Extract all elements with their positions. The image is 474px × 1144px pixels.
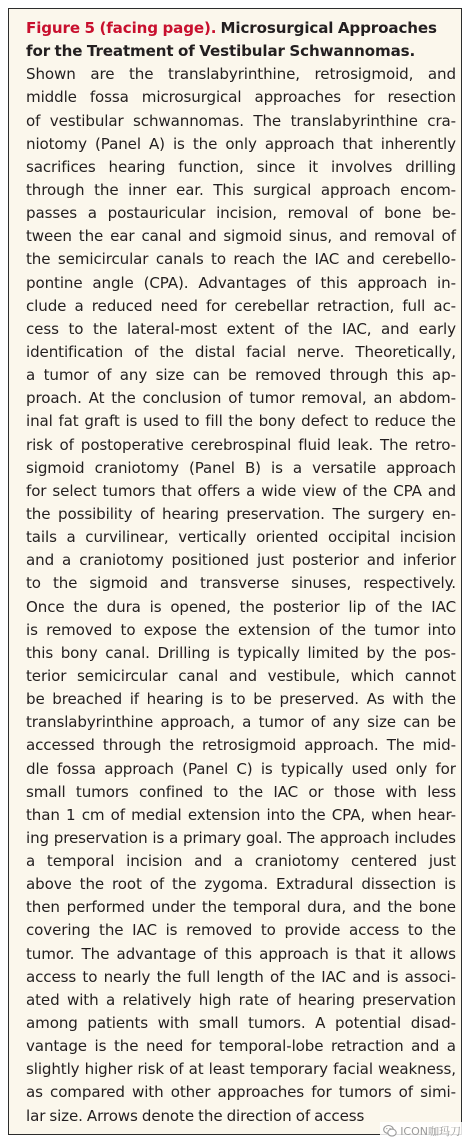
caption-line: ated with a relatively high rate of hearing preservation — [26, 990, 456, 1009]
caption-line: identification of the distal facial nerve. Theoretically, — [26, 342, 456, 361]
caption-text-block — [26, 17, 456, 1128]
figure-title-part-1: Microsurgical Approaches — [220, 19, 437, 37]
caption-line: tween the ear canal and sigmoid sinus, and removal of — [26, 227, 456, 246]
caption-line: is removed to expose the extension of the tumor into — [26, 620, 456, 639]
caption-line: above the root of the zygoma. Extradural dissection is — [26, 875, 456, 894]
caption-line: a tumor of any size can be removed through this ap- — [26, 366, 456, 385]
caption-line: ing preservation is a primary goal. The approach includes — [26, 828, 456, 847]
caption-line: middle fossa microsurgical approaches for resection — [26, 88, 456, 107]
caption-line: this bony canal. Drilling is typically limited by the pos- — [26, 643, 456, 662]
caption-line: lar size. Arrows denote the direction of access — [26, 1106, 365, 1125]
caption-line: of vestibular schwannomas. The translabyrinthine cra- — [26, 111, 456, 130]
caption-line: risk of postoperative cerebrospinal fluid leak. The retro- — [26, 435, 456, 454]
caption-title-line-2 — [26, 40, 456, 63]
caption-line: a temporal incision and a craniotomy centered just — [26, 852, 456, 871]
caption-line: small tumors confined to the IAC or those with less — [26, 782, 456, 801]
caption-line: for select tumors that offers a wide view of the CPA and — [26, 481, 456, 500]
caption-line: the semicircular canals to reach the IAC and cerebello- — [26, 250, 456, 269]
figure-label: Figure 5 (facing page). — [26, 19, 217, 37]
caption-panel — [8, 8, 462, 1135]
caption-line: Shown are the translabyrinthine, retrosigmoid, and — [26, 65, 456, 84]
caption-line: sacrifices hearing function, since it involves drilling — [26, 157, 456, 176]
watermark-text: ICON咖玛刀 — [400, 1125, 461, 1138]
caption-line: sigmoid craniotomy (Panel B) is a versatile approach — [26, 458, 456, 477]
wechat-icon — [383, 1124, 397, 1138]
caption-line: the possibility of hearing preservation. The surgery en- — [26, 504, 456, 523]
caption-line: slightly higher risk of at least temporary facial weakness, — [26, 1060, 456, 1079]
caption-line: to the sigmoid and transverse sinuses, respectively. — [26, 574, 456, 593]
caption-line: access to nearly the full length of the IAC and is associ- — [26, 967, 456, 986]
caption-body — [26, 63, 456, 1127]
caption-line: inal fat graft is used to fill the bony defect to reduce the — [26, 412, 456, 431]
caption-line: dle fossa approach (Panel C) is typically used only for — [26, 759, 456, 778]
caption-line: proach. At the conclusion of tumor removal, an abdom- — [26, 389, 456, 408]
caption-line: terior semicircular canal and vestibule, which cannot — [26, 666, 456, 685]
caption-line: passes a postauricular incision, removal of bone be- — [26, 204, 456, 223]
caption-title-line-1 — [26, 17, 456, 40]
caption-line: covering the IAC is removed to provide access to the — [26, 921, 456, 940]
caption-line: translabyrinthine approach, a tumor of any size can be — [26, 713, 456, 732]
caption-line: then performed under the temporal dura, and the bone — [26, 898, 456, 917]
caption-line: tails a curvilinear, vertically oriented occipital incision — [26, 528, 456, 547]
caption-line: cess to the lateral-most extent of the IAC, and early — [26, 319, 456, 338]
caption-line: pontine angle (CPA). Advantages of this approach in- — [26, 273, 456, 292]
caption-line: niotomy (Panel A) is the only approach that inherently — [26, 134, 456, 153]
caption-line: be breached if hearing is to be preserved. As with the — [26, 690, 456, 709]
caption-line: and a craniotomy positioned just posterior and inferior — [26, 551, 456, 570]
caption-line: Once the dura is opened, the posterior lip of the IAC — [26, 597, 456, 616]
caption-line: clude a reduced need for cerebellar retraction, full ac- — [26, 296, 456, 315]
caption-line: among patients with small tumors. A potential disad- — [26, 1014, 456, 1033]
caption-line: than 1 cm of medial extension into the CPA, when hear- — [26, 805, 456, 824]
caption-line: accessed through the retrosigmoid approach. The mid- — [26, 736, 456, 755]
caption-line: through the inner ear. This surgical approach encom- — [26, 180, 456, 199]
caption-line: vantage is the need for temporal-lobe retraction and a — [26, 1037, 456, 1056]
caption-line: tumor. The advantage of this approach is that it allows — [26, 944, 456, 963]
watermark — [380, 1122, 464, 1140]
caption-line: as compared with other approaches for tumors of simi- — [26, 1083, 456, 1102]
figure-title-part-2: for the Treatment of Vestibular Schwannomas. — [26, 42, 416, 61]
